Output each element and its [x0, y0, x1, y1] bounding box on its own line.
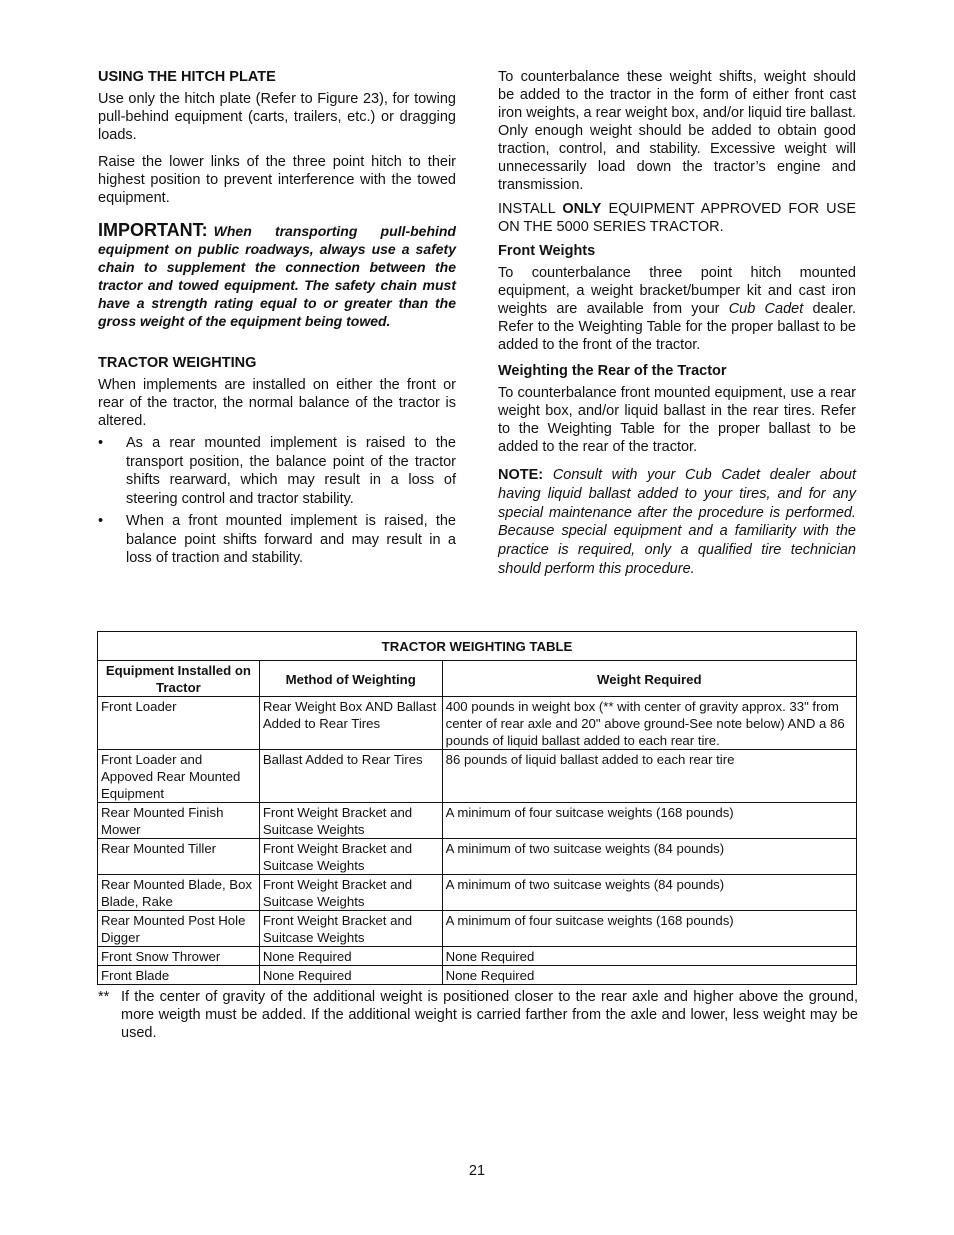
front-weights-text-b: dealer. Refer to the Weighting Table for the proper ballast to be added to the front of the tractor.	[498, 301, 856, 353]
cub-cadet-brand: Cub Cadet	[728, 301, 804, 317]
cell-method: Front Weight Bracket and Suitcase Weights	[259, 911, 442, 947]
cell-method: Front Weight Bracket and Suitcase Weights	[259, 803, 442, 839]
install-suffix: EQUIPMENT APPROVED FOR USE ON THE 5000 SERIES TRACTOR.	[498, 201, 856, 235]
important-notice	[98, 221, 456, 330]
front-weights-text-a: To counterbalance three point hitch mounted equipment, a weight bracket/bumper kit and cast iron weights are available from your	[498, 265, 856, 317]
cell-method: None Required	[259, 966, 442, 985]
footnote-mark: **	[98, 989, 110, 1005]
note-text: Consult with your Cub Cadet dealer about having liquid ballast added to your tires, and for any special maintenance after the procedure is performed. Because special equipment and a familiarity with the practice is required, only a qualified tire technician should perform this procedure.	[498, 467, 857, 577]
install-only-emphasis: ONLY	[562, 201, 602, 217]
left-column	[98, 68, 456, 572]
counterbalance-paragraph: To counterbalance these weight shifts, weight should be added to the tractor in the form of either front cast iron weights, a rear weight box, and/or liquid tire ballast. Only enough weight should be added to obtain good traction, control, and stability. Excessive weight will unnecessarily load down the tractor’s engine and transmission.	[498, 69, 856, 193]
footnote-text: If the center of gravity of the additional weight is positioned closer to the rear axle and higher above the ground, more weigth must be added. If the additional weight is carried farther from the axle and lower, less weight may be used.	[121, 989, 858, 1041]
column-header-equipment: Equipment Installed on Tractor	[98, 661, 260, 697]
table-header-row	[98, 661, 857, 697]
cell-weight: 400 pounds in weight box (** with center of gravity approx. 33" from center of rear axle and 20" above ground-See note below) AND a 86 pounds of liquid ballast added to each rear tire.	[442, 697, 856, 750]
bullet-mark: •	[98, 513, 104, 529]
bullet-item	[98, 512, 456, 568]
hitch-plate-heading: USING THE HITCH PLATE	[98, 69, 276, 85]
cell-equipment: Front Blade	[98, 966, 260, 985]
tractor-weighting-heading: TRACTOR WEIGHTING	[98, 355, 257, 371]
rear-weighting-paragraph: To counterbalance front mounted equipment, use a rear weight box, and/or liquid ballast in the rear tires. Refer to the Weighting Table for the proper ballast to be added to the rear of the tractor.	[498, 385, 856, 455]
table-row	[98, 911, 857, 947]
bullet-text: As a rear mounted implement is raised to the transport position, the balance point of the tractor shifts rearward, which may result in a loss of steering control and tractor stability.	[126, 435, 456, 507]
note-paragraph	[498, 466, 856, 579]
cell-method: Rear Weight Box AND Ballast Added to Rear Tires	[259, 697, 442, 750]
cell-equipment: Rear Mounted Blade, Box Blade, Rake	[98, 875, 260, 911]
cell-weight: A minimum of two suitcase weights (84 pounds)	[442, 839, 856, 875]
table-row	[98, 803, 857, 839]
table-row	[98, 839, 857, 875]
bullet-text: When a front mounted implement is raised, the balance point shifts forward and may result in a loss of traction and stability.	[126, 513, 456, 566]
cell-equipment: Rear Mounted Post Hole Digger	[98, 911, 260, 947]
cell-method: Ballast Added to Rear Tires	[259, 750, 442, 803]
table-title: TRACTOR WEIGHTING TABLE	[98, 632, 857, 661]
page-number: 21	[468, 1163, 486, 1179]
cell-equipment: Front Loader	[98, 697, 260, 750]
install-only-paragraph	[498, 200, 856, 236]
table-row	[98, 947, 857, 966]
note-label: NOTE:	[498, 467, 544, 483]
cell-weight: A minimum of four suitcase weights (168 pounds)	[442, 803, 856, 839]
rear-weighting-heading: Weighting the Rear of the Tractor	[498, 363, 727, 379]
cell-method: Front Weight Bracket and Suitcase Weights	[259, 839, 442, 875]
cell-equipment: Rear Mounted Finish Mower	[98, 803, 260, 839]
hitch-plate-paragraph-2: Raise the lower links of the three point hitch to their highest position to prevent interference with the towed equipment.	[98, 154, 456, 206]
tractor-weighting-paragraph: When implements are installed on either the front or rear of the tractor, the normal balance of the tractor is altered.	[98, 377, 456, 429]
front-weights-paragraph	[498, 264, 856, 354]
cell-weight: 86 pounds of liquid ballast added to each rear tire	[442, 750, 856, 803]
table-row	[98, 697, 857, 750]
column-header-weight: Weight Required	[442, 661, 856, 697]
cell-weight: None Required	[442, 966, 856, 985]
tractor-weighting-table	[97, 631, 857, 985]
cell-weight: A minimum of four suitcase weights (168 pounds)	[442, 911, 856, 947]
table-title-row	[98, 632, 857, 661]
cell-weight: A minimum of two suitcase weights (84 pounds)	[442, 875, 856, 911]
important-label: IMPORTANT:	[98, 220, 208, 240]
column-header-method: Method of Weighting	[259, 661, 442, 697]
install-prefix: INSTALL	[498, 201, 563, 217]
table-footnote	[98, 988, 858, 1042]
cell-weight: None Required	[442, 947, 856, 966]
important-text: When transporting pull-behind equipment on public roadways, always use a safety chain to supplement the connection between the tractor and towed equipment. The safety chain must have a strength rating equal to or greater than the gross weight of the equipment being towed.	[98, 223, 456, 329]
cell-equipment: Front Snow Thrower	[98, 947, 260, 966]
table-row	[98, 966, 857, 985]
cell-equipment: Rear Mounted Tiller	[98, 839, 260, 875]
weighting-bullet-list	[98, 434, 456, 568]
table-row	[98, 875, 857, 911]
hitch-plate-paragraph-1: Use only the hitch plate (Refer to Figure 23), for towing pull-behind equipment (carts, trailers, etc.) or dragging loads.	[98, 91, 456, 143]
bullet-mark: •	[98, 435, 104, 451]
cell-method: None Required	[259, 947, 442, 966]
right-column	[498, 68, 856, 579]
table-row	[98, 750, 857, 803]
cell-method: Front Weight Bracket and Suitcase Weights	[259, 875, 442, 911]
cell-equipment: Front Loader and Appoved Rear Mounted Equipment	[98, 750, 260, 803]
bullet-item	[98, 434, 456, 508]
front-weights-heading: Front Weights	[498, 243, 596, 259]
